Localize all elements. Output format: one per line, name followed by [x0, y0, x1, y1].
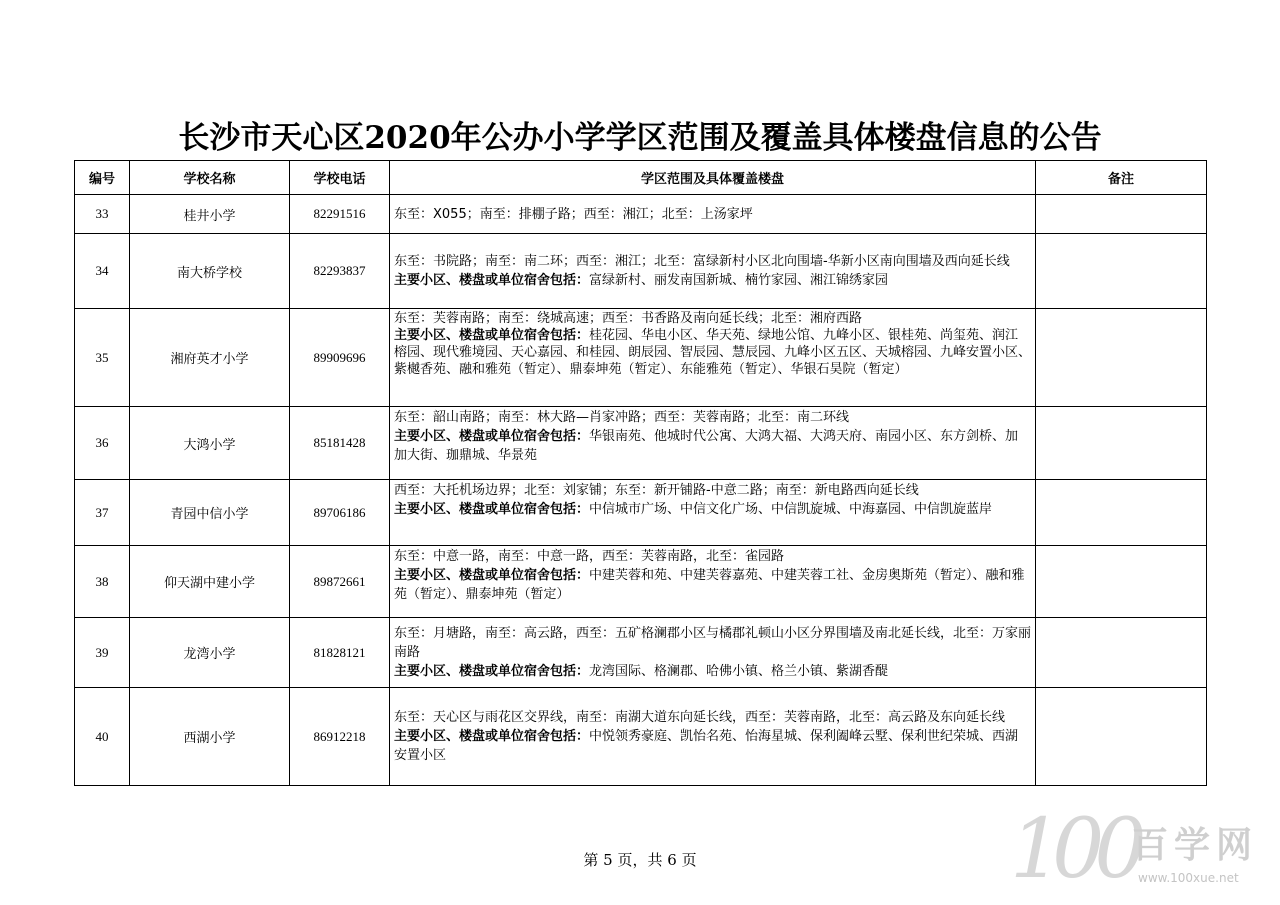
page-title: 长沙市天心区2020年公办小学学区范围及覆盖具体楼盘信息的公告	[178, 120, 1102, 156]
scope-boundary: 东至：芙蓉南路；南至：绕城高速；西至：书香路及南向延长线；北至：湘府西路	[394, 311, 863, 326]
remark-cell	[1036, 195, 1207, 234]
estates-label: 主要小区、楼盘或单位宿舍包括：	[394, 429, 590, 444]
school-phone: 82293837	[290, 234, 390, 309]
row-num: 36	[75, 407, 130, 480]
table-row	[75, 480, 1207, 546]
remark-cell	[1036, 407, 1207, 480]
scope-cell	[390, 688, 1036, 786]
estates-label: 主要小区、楼盘或单位宿舍包括：	[394, 502, 590, 517]
remark-cell	[1036, 309, 1207, 407]
estates-list: 富绿新村、丽发南国新城、楠竹家园、湘江锦绣家园	[589, 273, 889, 288]
school-name: 龙湾小学	[130, 618, 290, 688]
estates-label: 主要小区、楼盘或单位宿舍包括：	[394, 328, 590, 343]
header-remark: 备注	[1036, 161, 1207, 195]
row-num: 40	[75, 688, 130, 786]
school-phone: 85181428	[290, 407, 390, 480]
table-row	[75, 618, 1207, 688]
estates-list: 桂花园、华电小区、华天苑、绿地公馆、九峰小区、银桂苑、尚玺苑、润江榕园、现代雅境园、天心嘉园、和桂园、朗辰园、智辰园、慧辰园、九峰小区五区、天城榕园、九峰安置小区、紫樾香苑、融和雅苑（暂定）、鼎泰坤苑（暂定）、东能雅苑（暂定）、华银石昊院（暂定）	[394, 328, 1032, 377]
row-num: 39	[75, 618, 130, 688]
row-num: 35	[75, 309, 130, 407]
table-row	[75, 195, 1207, 234]
table-row	[75, 407, 1207, 480]
remark-cell	[1036, 618, 1207, 688]
scope-cell	[390, 309, 1036, 407]
estates-label: 主要小区、楼盘或单位宿舍包括：	[394, 568, 590, 583]
watermark-text: 百学网	[1132, 825, 1259, 866]
scope-cell	[390, 195, 1036, 234]
row-num: 34	[75, 234, 130, 309]
school-name: 青园中信小学	[130, 480, 290, 546]
scope-cell	[390, 546, 1036, 618]
scope-cell	[390, 234, 1036, 309]
watermark-digits: 100	[1010, 802, 1137, 897]
table-header-row	[75, 161, 1207, 195]
table-row	[75, 688, 1207, 786]
header-scope: 学区范围及具体覆盖楼盘	[390, 161, 1036, 195]
scope-boundary: 东至：中意一路，南至：中意一路，西至：芙蓉南路，北至：雀园路	[394, 549, 785, 564]
remark-cell	[1036, 234, 1207, 309]
school-name: 桂井小学	[130, 195, 290, 234]
scope-boundary: 西至：大托机场边界；北至：刘家铺；东至：新开铺路-中意二路；南至：新电路西向延长线	[394, 483, 919, 498]
row-num: 33	[75, 195, 130, 234]
table-row	[75, 234, 1207, 309]
remark-cell	[1036, 480, 1207, 546]
school-district-table	[74, 160, 1207, 786]
table-row	[75, 546, 1207, 618]
table-row	[75, 309, 1207, 407]
scope-boundary: 东至：天心区与雨花区交界线，南至：南湖大道东向延长线，西至：芙蓉南路，北至：高云路及东向延长线	[394, 710, 1006, 725]
header-num: 编号	[75, 161, 130, 195]
scope-cell	[390, 480, 1036, 546]
watermark-logo	[1010, 802, 1280, 905]
scope-boundary: 东至：月塘路，南至：高云路，西至：五矿格澜郡小区与橘郡礼顿山小区分界围墙及南北延长线，北至：万家丽南路	[394, 626, 1032, 660]
school-phone: 86912218	[290, 688, 390, 786]
page-footer: 第 5 页，共 6 页	[583, 851, 697, 869]
school-phone: 89872661	[290, 546, 390, 618]
school-phone: 89706186	[290, 480, 390, 546]
header-school-name: 学校名称	[130, 161, 290, 195]
school-name: 南大桥学校	[130, 234, 290, 309]
row-num: 38	[75, 546, 130, 618]
estates-list: 中信城市广场、中信文化广场、中信凯旋城、中海嘉园、中信凯旋蓝岸	[589, 502, 993, 517]
estates-label: 主要小区、楼盘或单位宿舍包括：	[394, 729, 590, 744]
remark-cell	[1036, 688, 1207, 786]
header-school-phone: 学校电话	[290, 161, 390, 195]
scope-boundary: 东至：X055；南至：排棚子路；西至：湘江；北至：上汤家坪	[394, 206, 753, 222]
estates-list: 中悦领秀豪庭、凯怡名苑、怡海星城、保利阖峰云墅、保利世纪荣城、西湖安置小区	[394, 729, 1019, 763]
estates-list: 龙湾国际、格澜郡、哈佛小镇、格兰小镇、紫湖香醍	[589, 664, 889, 679]
estates-list: 华银南苑、他城时代公寓、大鸿大福、大鸿天府、南园小区、东方剑桥、加加大街、珈鼎城、华景苑	[394, 429, 1019, 463]
scope-cell	[390, 618, 1036, 688]
estates-label: 主要小区、楼盘或单位宿舍包括：	[394, 273, 590, 288]
school-phone: 82291516	[290, 195, 390, 234]
school-name: 仰天湖中建小学	[130, 546, 290, 618]
school-phone: 89909696	[290, 309, 390, 407]
school-name: 大鸿小学	[130, 407, 290, 480]
estates-label: 主要小区、楼盘或单位宿舍包括：	[394, 664, 590, 679]
school-name: 湘府英才小学	[130, 309, 290, 407]
scope-boundary: 东至：书院路；南至：南二环；西至：湘江；北至：富绿新村小区北向围墙-华新小区南向围墙及西向延长线	[394, 254, 1010, 269]
scope-boundary: 东至：韶山南路；南至：林大路—肖家冲路；西至：芙蓉南路；北至：南二环线	[394, 410, 850, 425]
scope-cell	[390, 407, 1036, 480]
watermark-url: www.100xue.net	[1138, 871, 1239, 885]
remark-cell	[1036, 546, 1207, 618]
school-phone: 81828121	[290, 618, 390, 688]
estates-list: 中建芙蓉和苑、中建芙蓉嘉苑、中建芙蓉工社、金房奥斯苑（暂定）、融和雅苑（暂定）、鼎泰坤苑（暂定）	[394, 568, 1025, 602]
row-num: 37	[75, 480, 130, 546]
school-name: 西湖小学	[130, 688, 290, 786]
